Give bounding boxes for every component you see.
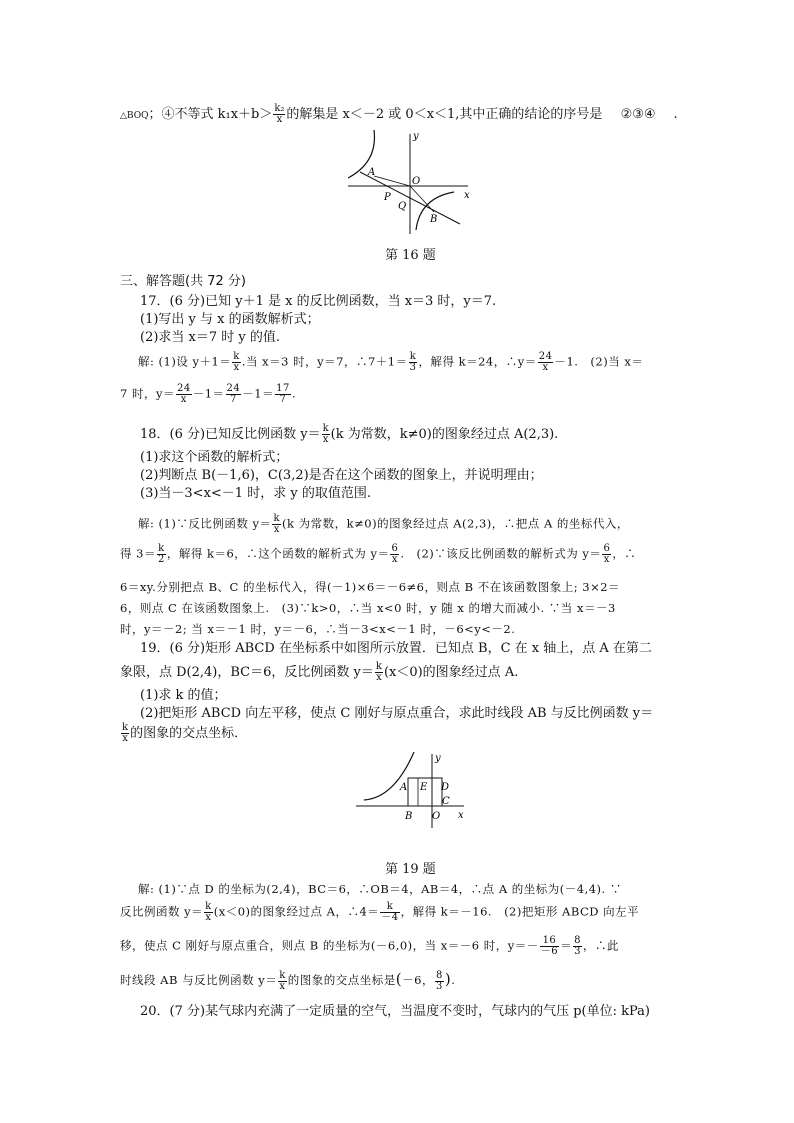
label-a: A (400, 782, 408, 793)
q17-solution-line1: 解: (1)设 y＋1＝ $\frac{k}{x}$ .当 x＝3 时，y＝7，∴7＋1＝ $\frac{k}{3}$ ，解得 k＝24，∴y＝ $\frac{24}{x}$ －1. (2)当 x＝ (138, 351, 644, 373)
q16-conclusion-line: △BOQ；④不等式 k₁x＋b＞ $\frac{\text{k₂}}{x}$ 的解集是 x＜－2 或 0＜x＜1,其中正确的结论的序号是 ②③④ . (120, 103, 678, 125)
section-title: 三、解答题(共 72 分) (120, 274, 246, 289)
q18-solution-line3: 6＝xy.分别把点 B、C 的坐标代入，得(－1)×6＝－6≠6，则点 B 不在该函数图象上; 3×2＝ (120, 580, 621, 594)
answer: ②③④ (620, 107, 656, 122)
q18-part3: (3)当－3<x<－1 时，求 y 的取值范围. (140, 486, 371, 501)
figure-16-caption: 第 16 题 (385, 248, 436, 263)
q19-solution-line3: 移，使点 C 刚好与原点重合，则点 B 的坐标为(－6,0)，当 x＝－6 时，y＝－ $\frac{16}{-6}$ ＝ $\frac{8}{3}$ ，∴此 (120, 935, 619, 957)
figure-19-caption: 第 19 题 (385, 862, 436, 877)
q18-solution-line5: 时，y＝－2; 当 x＝－1 时，y＝－6，∴当－3<x<－1 时，－6<y<－2. (120, 622, 516, 636)
q17-solution-line2: 7 时，y＝ $\frac{24}{x}$ －1＝ $\frac{24}{7}$ －1＝ $\frac{17}{7}$ . (120, 383, 296, 405)
figure-19 (356, 750, 474, 830)
label-e: E (420, 782, 428, 793)
q18-solution-line1: 解: (1)∵反比例函数 y＝ $\frac{k}{x}$ (k 为常数，k≠0)的图象经过点 A(2,3)，∴把点 A 的坐标代入， (138, 513, 629, 535)
q19-part2-cont: $\frac{k}{x}$ 的图象的交点坐标． (122, 722, 248, 744)
triangle-label: △BOQ (120, 111, 149, 121)
label-o: O (432, 811, 441, 822)
label-a: A (368, 167, 376, 178)
q18-solution-line2: 得 3＝ $\frac{k}{2}$ ，解得 k＝6，∴这个函数的解析式为 y＝ $\frac{6}{x}$ . (2)∵该反比例函数的解析式为 y＝ $\frac{6}{x}$ ，∴ (120, 543, 637, 565)
label-x: x (458, 810, 464, 821)
label-c: C (442, 796, 450, 807)
q19-part2: (2)把矩形 ABCD 向左平移，使点 C 刚好与原点重合，求此时线段 AB 与反比例函数 y＝ (140, 706, 654, 721)
label-y: y (435, 753, 441, 764)
label-b: B (430, 214, 438, 225)
q19-solution-line1: 解: (1)∵点 D 的坐标为(2,4)，BC＝6，∴OB＝4，AB＝4，∴点 A 的坐标为(－4,4). ∵ (138, 882, 622, 896)
q17-part2: (2)求当 x＝7 时 y 的值. (140, 330, 281, 345)
label-x: x (464, 190, 470, 201)
q19-solution-line4: 时线段 AB 与反比例函数 y＝ $\frac{k}{x}$ 的图象的交点坐标是(－6， $\frac{8}{3}$ ). (120, 969, 456, 992)
q18-part2: (2)判断点 B(－1,6)，C(3,2)是否在这个函数的图象上，并说明理由； (140, 468, 543, 483)
q20-stem: 20．(7 分)某气球内充满了一定质量的空气，当温度不变时，气球内的气压 p(单位: kPa) (140, 1004, 650, 1019)
label-b: B (405, 811, 413, 822)
label-o: O (412, 176, 421, 187)
q19-stem-line1: 19．(6 分)矩形 ABCD 在坐标系中如图所示放置．已知点 B，C 在 x 轴上，点 A 在第二 (140, 641, 652, 656)
q18-part1: (1)求这个函数的解析式； (140, 450, 289, 465)
q19-solution-line2: 反比例函数 y＝ $\frac{k}{x}$ (x＜0)的图象经过点 A，∴4＝ $\frac{k}{-4}$ ，解得 k＝－16. (2)把矩形 ABCD 向左平 (120, 901, 640, 923)
label-y: y (413, 131, 419, 142)
label-q: Q (398, 201, 407, 212)
q19-stem-line2: 象限，点 D(2,4)，BC＝6，反比例函数 y＝ $\frac{k}{x}$ (x＜0)的图象经过点 A. (120, 661, 519, 683)
q19-part1: (1)求 k 的值； (140, 688, 227, 703)
segment-oa (374, 176, 410, 186)
figure-16 (348, 130, 474, 236)
q17-part1: (1)写出 y 与 x 的函数解析式； (140, 312, 320, 327)
q17-stem: 17．(6 分)已知 y＋1 是 x 的反比例函数，当 x＝3 时，y＝7. (140, 294, 497, 309)
q18-solution-line4: 6，则点 C 在该函数图象上. (3)∵k>0，∴当 x<0 时，y 随 x 的增大而减小. ∵当 x＝－3 (120, 601, 616, 615)
fraction: $\frac{\text{k₂}}{x}$ (274, 103, 285, 125)
segment-ob (410, 186, 434, 212)
label-p: P (384, 192, 391, 203)
q18-stem: 18．(6 分)已知反比例函数 y＝ $\frac{k}{x}$ (k 为常数，k≠0)的图象经过点 A(2,3). (140, 423, 559, 445)
label-d: D (441, 782, 450, 793)
